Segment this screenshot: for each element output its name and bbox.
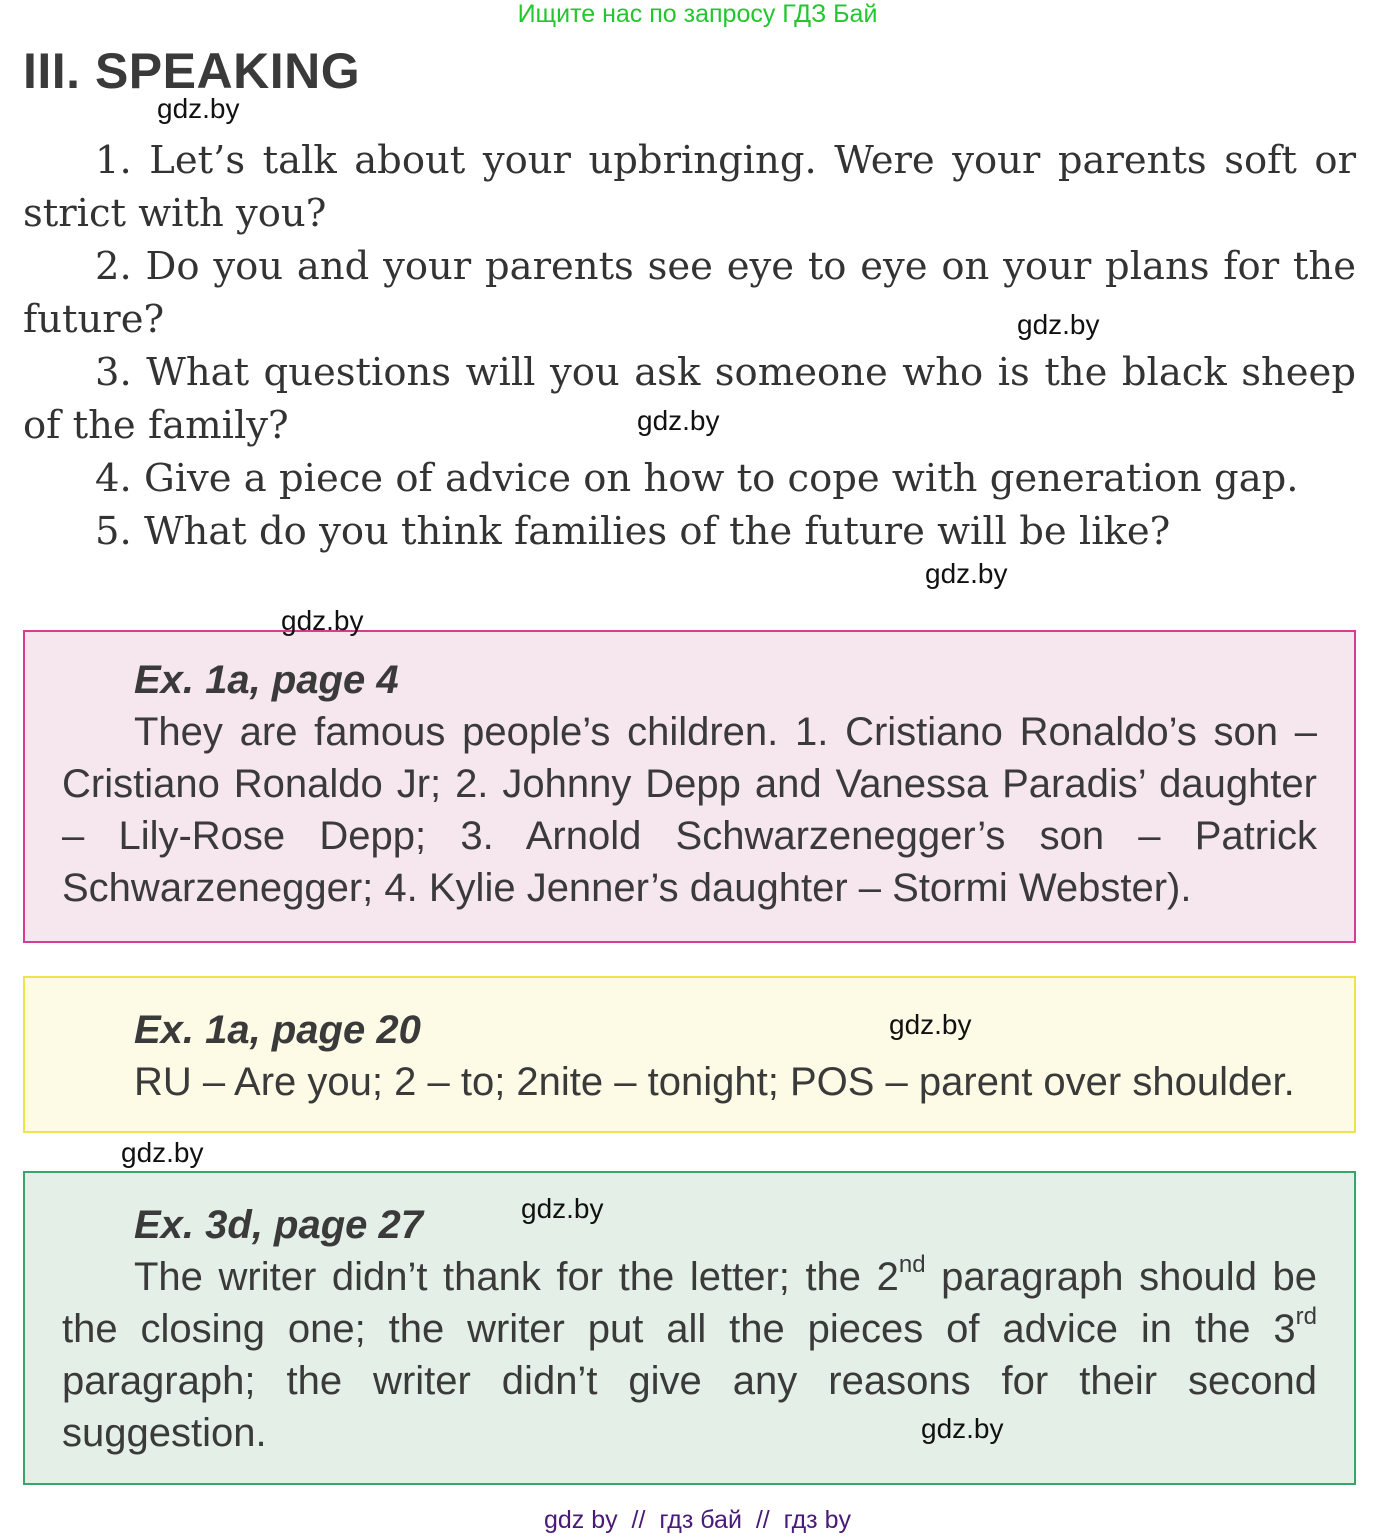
question-2: 2. Do you and your parents see eye to eye on your plans for the future? bbox=[23, 244, 1356, 342]
question-3: 3. What questions will you ask someone who is the black sheep of the family? bbox=[23, 350, 1356, 448]
watermark: gdz.by bbox=[921, 1413, 1004, 1444]
answer-box-ex1a-p20 bbox=[23, 976, 1356, 1133]
answer-text: The writer didn’t thank for the letter; the 2nd paragraph should be the closing one; the writer put all the pieces of advice in the 3rd paragraph; the writer didn’t give any reasons for their second suggestion. bbox=[62, 1251, 1317, 1455]
answer-title: Ex. 1a, page 4 bbox=[134, 658, 399, 702]
watermark: gdz.by bbox=[889, 1009, 972, 1040]
section-heading: III. SPEAKING bbox=[23, 43, 361, 99]
watermark: gdz.by bbox=[157, 93, 240, 124]
answer-text: They are famous people’s children. 1. Cristiano Ronaldo’s son – Cristiano Ronaldo Jr; 2. Johnny Depp and Vanessa Paradis’ daughter – Lily-Rose Depp; 3. Arnold Schwarzenegger’s son – Patrick Schwarzenegger; 4. Kylie Jenner’s daughter – Stormi Webster). bbox=[62, 710, 1317, 910]
speaking-questions bbox=[23, 134, 1356, 558]
watermark: gdz.by bbox=[121, 1137, 204, 1168]
watermark: gdz.by bbox=[637, 405, 720, 436]
answer-title: Ex. 3d, page 27 bbox=[134, 1203, 424, 1247]
answer-text: RU – Are you; 2 – to; 2nite – tonight; POS – parent over shoulder. bbox=[134, 1060, 1295, 1104]
answer-box-ex3d-p27 bbox=[23, 1171, 1356, 1485]
question-5: 5. What do you think families of the future will be like? bbox=[95, 509, 1171, 554]
watermark: gdz.by bbox=[925, 558, 1008, 589]
watermark: gdz.by bbox=[1017, 309, 1100, 340]
question-1: 1. Let’s talk about your upbringing. Were your parents soft or strict with you? bbox=[23, 138, 1356, 236]
answer-box-ex1a-p4 bbox=[23, 630, 1356, 943]
footer-watermark: gdz by // гдз бай // гдз by bbox=[543, 1506, 851, 1534]
watermark: gdz.by bbox=[521, 1193, 604, 1224]
watermark: gdz.by bbox=[281, 605, 364, 636]
question-4: 4. Give a piece of advice on how to cope with generation gap. bbox=[95, 456, 1299, 501]
answer-title: Ex. 1a, page 20 bbox=[134, 1008, 421, 1052]
top-banner: Ищите нас по запросу ГДЗ Бай bbox=[517, 0, 878, 28]
